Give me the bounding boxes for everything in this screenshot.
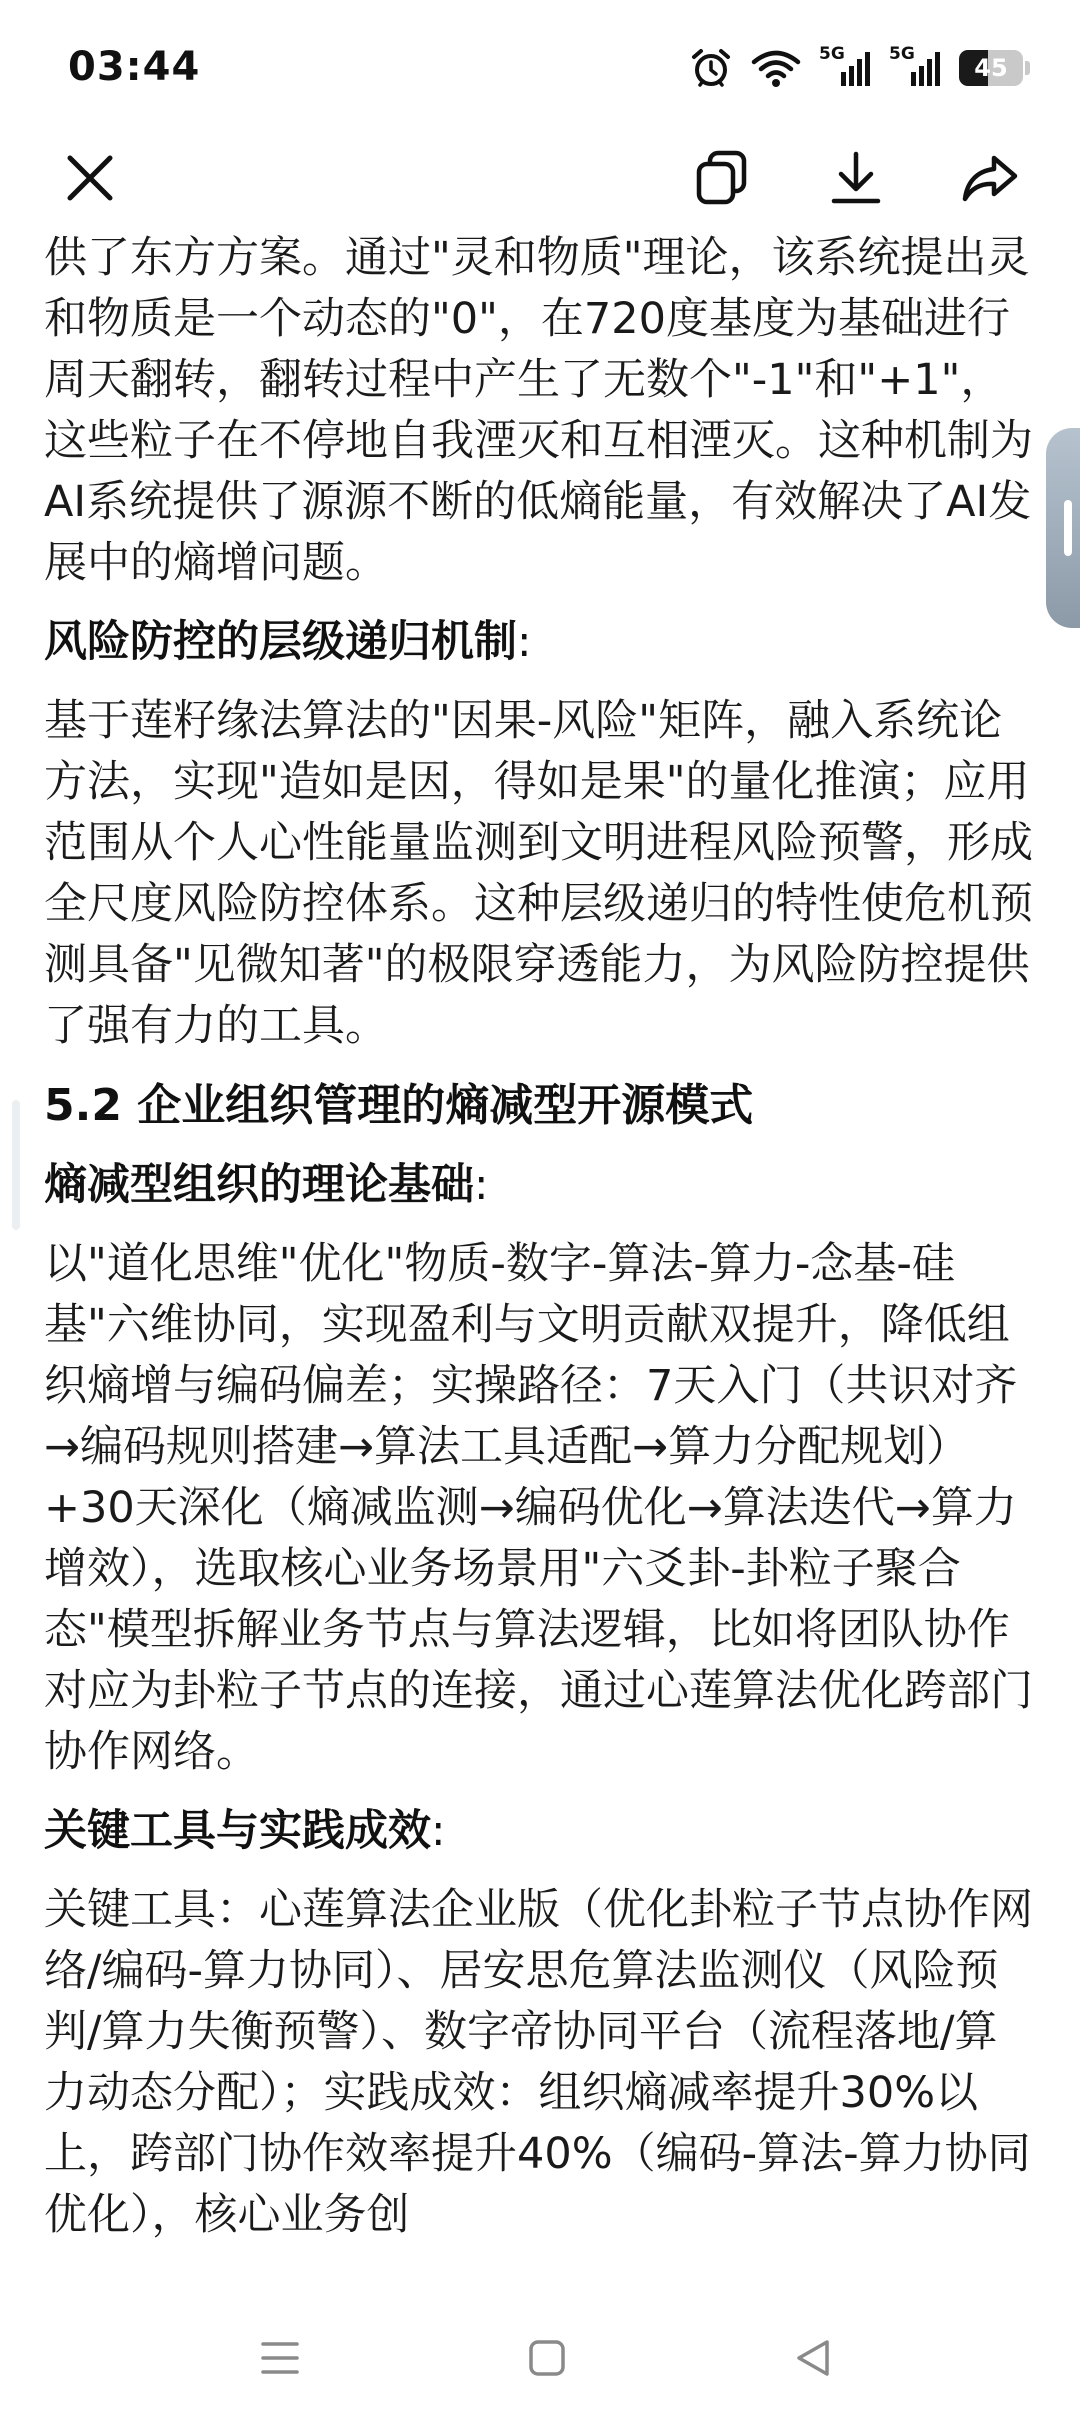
download-button[interactable]: [816, 140, 896, 220]
close-button[interactable]: [50, 140, 130, 220]
copy-button[interactable]: [682, 140, 762, 220]
paragraph: 供了东方方案。通过"灵和物质"理论，该系统提出灵和物质是一个动态的"0"，在720度基度为基础进行周天翻转，翻转过程中产生了无数个"-1"和"+1"，这些粒子在不停地自我湮灭和互相湮灭。这种机制为AI系统提供了源源不断的低熵能量，有效解决了AI发展中的熵增问题。: [44, 233, 1033, 588]
recents-button[interactable]: [240, 2320, 320, 2400]
battery-icon: [959, 50, 1023, 86]
sim2-network-label: 5G: [889, 44, 915, 64]
subheading-colon: :: [517, 617, 532, 667]
copy-icon: [695, 150, 749, 210]
signal-5g-icon: [819, 46, 871, 90]
back-button[interactable]: [773, 2320, 853, 2400]
status-time: 03:44: [68, 44, 201, 90]
signal-5g-icon: [889, 46, 941, 90]
subheading-text: 关键工具与实践成效: [44, 1806, 431, 1856]
home-button[interactable]: [507, 2320, 587, 2400]
menu-icon: [260, 2340, 300, 2380]
navigation-bar: [0, 2290, 1080, 2412]
subheading-text: 熵减型组织的理论基础: [44, 1160, 474, 1210]
paragraph: 关键工具：心莲算法企业版（优化卦粒子节点协作网络/编码-算力协同）、居安思危算法监测仪（风险预判/算力失衡预警）、数字帝协同平台（流程落地/算力动态分配）；实践成效：组织熵减率提升30%以上，跨部门协作效率提升40%（编码-算法-算力协同优化），核心业务创: [44, 1885, 1033, 2240]
wifi-icon: [751, 48, 801, 88]
paragraph: 基于莲籽缘法算法的"因果-风险"矩阵，融入系统论方法，实现"造如是因，得如是果"的量化推演；应用范围从个人心性能量监测到文明进程风险预警，形成全尺度风险防控体系。这种层级递归的特性使危机预测具备"见微知著"的极限穿透能力，为风险防控提供了强有力的工具。: [44, 696, 1033, 1051]
paragraph: 以"道化思维"优化"物质-数字-算法-算力-念基-硅基"六维协同，实现盈利与文明贡献双提升，降低组织熵增与编码偏差；实操路径：7天入门（共识对齐→编码规则搭建→算法工具适配→算力分配规划）+30天深化（熵减监测→编码优化→算法迭代→算力增效），选取核心业务场景用"六爻卦-卦粒子聚合态"模型拆解业务节点与算法逻辑，比如将团队协作对应为卦粒子节点的连接，通过心莲算法优化跨部门协作网络。: [44, 1239, 1033, 1777]
scroll-handle[interactable]: [1046, 428, 1080, 628]
subheading-colon: :: [431, 1806, 446, 1856]
subheading-risk-control: [44, 612, 1036, 673]
status-icons: [689, 44, 1030, 92]
back-icon: [793, 2338, 833, 2382]
subheading-colon: :: [474, 1160, 489, 1210]
home-icon: [527, 2338, 567, 2382]
article-content: [44, 228, 1036, 2278]
subheading-key-tools: [44, 1801, 1036, 1862]
viewer-toolbar: [0, 140, 1080, 220]
edge-panel-handle[interactable]: [12, 1100, 20, 1230]
share-button[interactable]: [950, 140, 1030, 220]
alarm-icon: [689, 46, 733, 90]
sim1-network-label: 5G: [819, 44, 845, 64]
section-title: 5.2 企业组织管理的熵减型开源模式: [44, 1080, 754, 1131]
battery-tip: [1025, 61, 1030, 75]
battery-percent: 45: [974, 54, 1008, 82]
close-icon: [64, 152, 116, 208]
subheading-theory-basis: [44, 1155, 1036, 1216]
status-bar: [0, 0, 1080, 130]
subheading-text: 风险防控的层级递归机制: [44, 617, 517, 667]
download-icon: [828, 150, 884, 210]
share-icon: [960, 152, 1020, 208]
scroll-grip: [1064, 500, 1072, 556]
